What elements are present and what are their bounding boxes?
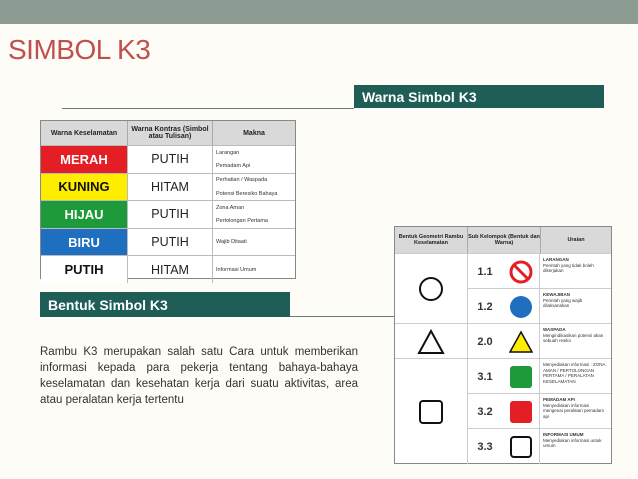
header-kontras: Warna Kontras (Simbol atau Tulisan) (128, 121, 213, 145)
uraian-text: Menyediakan informasi : ZONA AMAN / PERTOLONGAN PERTAMA / PERALATAN KESELAMATAN (543, 362, 606, 384)
uraian-title: LARANGAN (543, 257, 569, 262)
uraian-cell (540, 429, 611, 464)
sub-kelompok-code: 1.1 (477, 265, 493, 278)
makna-cell (213, 256, 295, 283)
shape-table-row (467, 253, 611, 289)
blue-circle-icon (509, 295, 533, 319)
header-warna: Warna Keselamatan (41, 121, 128, 145)
shape-table (394, 226, 612, 464)
uraian-text: Perintah yang wajib dilaksanakan (543, 297, 583, 308)
shape-circle-cell (395, 253, 468, 324)
color-table-row (41, 145, 295, 173)
makna-item: Larangan (216, 149, 240, 156)
banner-warna-label: Warna Simbol K3 (362, 88, 477, 105)
makna-cell (213, 146, 295, 173)
makna-item: Pemadam Api (216, 162, 251, 169)
makna-item: Perhatian / Waspada (216, 177, 268, 184)
warna-cell: MERAH (41, 146, 127, 173)
uraian-title: WASPADA (543, 327, 566, 332)
color-table-row (41, 228, 295, 256)
yellow-triangle-icon (509, 330, 533, 354)
uraian-title: KEWAJIBAN (543, 292, 571, 297)
shape-table-row (467, 323, 611, 359)
sub-kelompok-symbol (503, 429, 540, 464)
warna-cell: KUNING (41, 174, 127, 201)
uraian-title: PEMADAM API (543, 397, 575, 402)
makna-item: Pertolongan Pertama (216, 218, 268, 225)
sub-kelompok-code: 3.1 (477, 370, 493, 383)
header-sub-kelompok: Sub Kelompok (Bentuk dan Warna) (468, 227, 541, 253)
sub-kelompok-symbol (503, 359, 540, 394)
red-square-icon (509, 400, 533, 424)
square-shape-icon (418, 399, 444, 425)
white-square-icon (509, 435, 533, 459)
divider-top (62, 108, 354, 109)
triangle-shape-icon (417, 329, 445, 355)
color-table-row (41, 255, 295, 283)
kontras-cell: PUTIH (127, 229, 213, 256)
shape-table-header (395, 227, 611, 253)
makna-cell (213, 229, 295, 256)
warna-cell: HIJAU (41, 201, 127, 228)
uraian-cell (540, 324, 611, 359)
makna-item: Zona Aman (216, 204, 245, 211)
prohibition-icon (509, 260, 533, 284)
color-table (40, 120, 296, 279)
uraian-cell (540, 359, 611, 394)
page-title: SIMBOL K3 (8, 34, 151, 65)
uraian-cell (540, 254, 611, 289)
sub-kelompok-code: 2.0 (477, 335, 493, 348)
color-table-header (41, 121, 295, 145)
header-uraian: Uraian (567, 237, 585, 243)
shape-table-row (467, 288, 611, 324)
makna-cell (213, 174, 295, 201)
warna-cell: BIRU (41, 229, 127, 256)
color-table-row (41, 200, 295, 228)
sub-kelompok-symbol (503, 394, 540, 429)
kontras-cell: PUTIH (127, 146, 213, 173)
uraian-text: Menyediakan informasi untuk umum (543, 437, 602, 448)
green-square-icon (509, 365, 533, 389)
shape-triangle-cell (395, 323, 468, 359)
makna-item: Informasi Umum (216, 266, 257, 273)
shape-square-cell (395, 358, 468, 464)
uraian-text: Mengindikasikan potensi akan sebuah resiko (543, 332, 604, 343)
shape-table-row (467, 358, 611, 394)
banner-bentuk-simbol (40, 292, 290, 317)
uraian-title: INFORMASI UMUM (543, 432, 584, 437)
shape-table-body (395, 253, 611, 463)
sub-kelompok-code: 3.2 (477, 405, 493, 418)
makna-item: Potensi Beresiko Bahaya (216, 190, 278, 197)
uraian-cell (540, 289, 611, 324)
description-text: Rambu K3 merupakan salah satu Cara untuk memberikan informasi kepada para pekerja tentang bahaya-bahaya keselamatan dan kesehatan kerja dari suatu aktivitas, area atau peralatan kerja tertentu (40, 346, 358, 406)
kontras-cell: HITAM (127, 174, 213, 201)
shape-table-row (467, 428, 611, 464)
banner-bentuk-label: Bentuk Simbol K3 (48, 296, 168, 313)
kontras-cell: HITAM (127, 256, 213, 283)
makna-item: Wajib Ditaati (216, 239, 247, 246)
uraian-text: Menyediakan informasi mengenai peralatan pemadam api (543, 402, 605, 419)
color-table-row (41, 173, 295, 201)
circle-shape-icon (418, 276, 444, 302)
sub-kelompok-code: 3.3 (477, 440, 493, 453)
makna-cell (213, 201, 295, 228)
uraian-cell (540, 394, 611, 429)
sub-kelompok-symbol (503, 324, 540, 359)
warna-cell: PUTIH (41, 256, 127, 283)
top-bar (0, 0, 638, 24)
sub-kelompok-code: 1.2 (477, 300, 493, 313)
kontras-cell: PUTIH (127, 201, 213, 228)
header-makna: Makna (243, 129, 265, 137)
uraian-text: Perintah yang tidak boleh dikerjakan (543, 262, 594, 273)
header-bentuk: Bentuk Geometri Rambu Keselamatan (395, 227, 468, 253)
shape-table-row (467, 393, 611, 429)
divider-bottom (290, 316, 394, 317)
sub-kelompok-symbol (503, 289, 540, 324)
sub-kelompok-symbol (503, 254, 540, 289)
banner-warna-simbol (354, 85, 604, 108)
